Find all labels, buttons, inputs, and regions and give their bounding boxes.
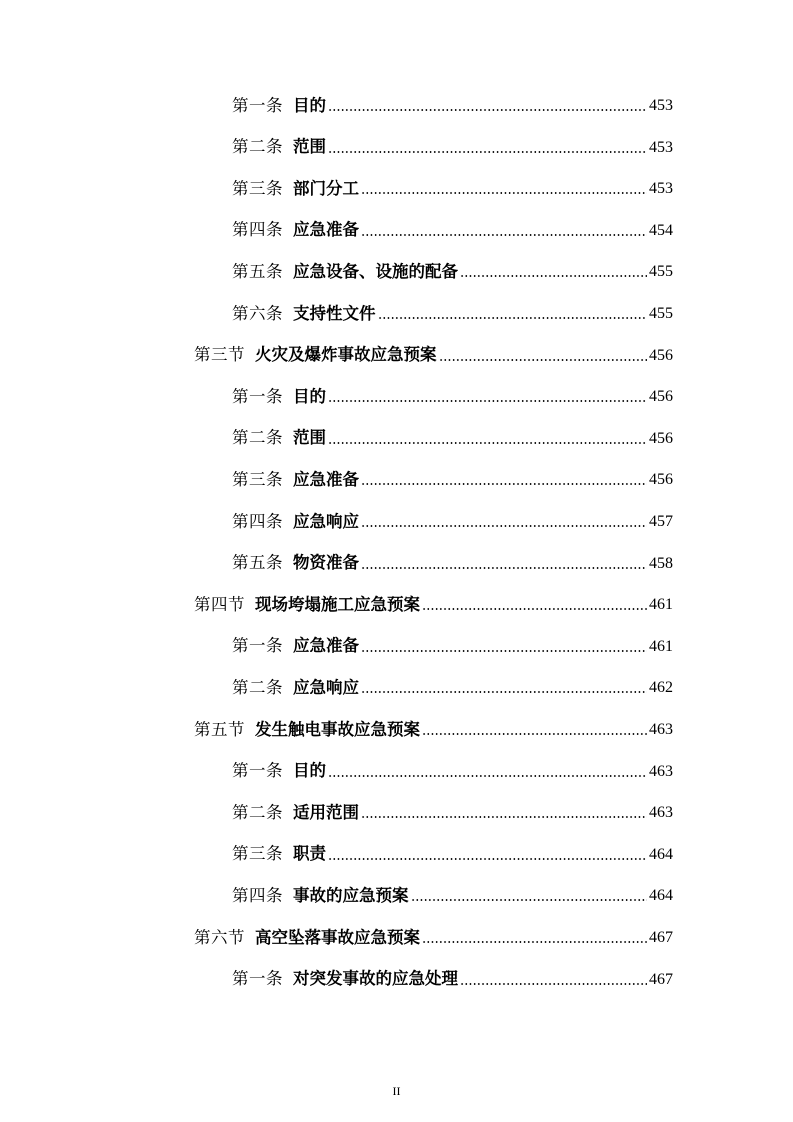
toc-entry-title: 高空坠落事故应急预案 bbox=[255, 927, 420, 947]
toc-entry-number: 第二条 bbox=[232, 677, 283, 697]
toc-dot-leader bbox=[328, 772, 647, 778]
toc-dot-leader bbox=[361, 480, 647, 486]
toc-article-entry[interactable] bbox=[232, 88, 673, 114]
toc-entry-title: 职责 bbox=[293, 844, 326, 864]
toc-entry-page-number: 456 bbox=[649, 429, 673, 447]
toc-entry-number: 第三条 bbox=[232, 178, 283, 198]
toc-entry-number: 第六条 bbox=[232, 303, 283, 323]
toc-entry-title: 支持性文件 bbox=[293, 303, 376, 323]
toc-article-entry[interactable] bbox=[232, 962, 673, 988]
toc-article-entry[interactable] bbox=[232, 795, 673, 821]
toc-dot-leader bbox=[460, 272, 647, 278]
toc-entry-number: 第一条 bbox=[232, 95, 283, 115]
toc-dot-leader bbox=[460, 980, 647, 986]
toc-entry-title: 适用范围 bbox=[293, 802, 359, 822]
toc-entry-title: 应急响应 bbox=[293, 677, 359, 697]
toc-dot-leader bbox=[361, 231, 647, 237]
toc-entry-title: 范围 bbox=[293, 428, 326, 448]
toc-dot-leader bbox=[422, 938, 647, 944]
toc-entry-page-number: 467 bbox=[649, 929, 673, 946]
toc-entry-title: 应急准备 bbox=[293, 636, 359, 656]
toc-article-entry[interactable] bbox=[232, 171, 673, 197]
toc-entry-number: 第四条 bbox=[232, 885, 283, 905]
toc-entry-number: 第一条 bbox=[232, 386, 283, 406]
toc-entry-page-number: 453 bbox=[649, 180, 673, 198]
toc-article-entry[interactable] bbox=[232, 504, 673, 530]
toc-entry-page-number: 454 bbox=[649, 221, 673, 239]
toc-dot-leader bbox=[361, 522, 647, 528]
toc-dot-leader bbox=[361, 647, 647, 653]
toc-entry-number: 第三节 bbox=[194, 345, 245, 365]
toc-article-entry[interactable] bbox=[232, 379, 673, 405]
toc-entry-page-number: 463 bbox=[649, 721, 673, 738]
toc-entry-page-number: 464 bbox=[649, 845, 673, 863]
toc-article-entry[interactable] bbox=[232, 296, 673, 322]
toc-dot-leader bbox=[411, 896, 648, 902]
toc-article-entry[interactable] bbox=[232, 629, 673, 655]
toc-entry-number: 第四条 bbox=[232, 511, 283, 531]
toc-article-entry[interactable] bbox=[232, 130, 673, 156]
toc-dot-leader bbox=[328, 855, 647, 861]
toc-entry-title: 应急准备 bbox=[293, 469, 359, 489]
toc-article-entry[interactable] bbox=[232, 837, 673, 863]
toc-entry-page-number: 461 bbox=[649, 596, 673, 614]
toc-entry-title: 对突发事故的应急处理 bbox=[293, 969, 458, 989]
toc-entry-page-number: 461 bbox=[649, 637, 673, 655]
toc-dot-leader bbox=[378, 314, 648, 320]
toc-entry-title: 事故的应急预案 bbox=[293, 885, 409, 905]
footer-page-number: II bbox=[392, 1084, 401, 1098]
toc-dot-leader bbox=[328, 106, 647, 112]
toc-article-entry[interactable] bbox=[232, 254, 673, 280]
toc-entry-number: 第五条 bbox=[232, 553, 283, 573]
toc-entry-number: 第四条 bbox=[232, 220, 283, 240]
toc-entry-page-number: 464 bbox=[649, 887, 673, 905]
toc-entry-page-number: 458 bbox=[649, 554, 673, 572]
toc-entry-title: 现场垮塌施工应急预案 bbox=[255, 594, 420, 614]
toc-entry-title: 目的 bbox=[293, 95, 326, 115]
toc-entry-page-number: 456 bbox=[649, 471, 673, 489]
toc-entry-page-number: 467 bbox=[649, 970, 673, 988]
toc-entry-title: 物资准备 bbox=[293, 553, 359, 573]
toc-entry-title: 应急准备 bbox=[293, 220, 359, 240]
toc-dot-leader bbox=[361, 564, 647, 570]
toc-dot-leader bbox=[361, 189, 647, 195]
toc-section-entry[interactable] bbox=[194, 587, 673, 613]
toc-entry-page-number: 463 bbox=[649, 762, 673, 780]
toc-entry-page-number: 456 bbox=[649, 388, 673, 406]
toc-article-entry[interactable] bbox=[232, 546, 673, 572]
toc-entry-page-number: 455 bbox=[649, 305, 673, 322]
toc-entry-page-number: 453 bbox=[649, 97, 673, 114]
toc-entry-number: 第六节 bbox=[194, 927, 245, 947]
toc-dot-leader bbox=[328, 148, 647, 154]
toc-section-entry[interactable] bbox=[194, 712, 673, 738]
toc-entry-page-number: 453 bbox=[649, 138, 673, 156]
toc-dot-leader bbox=[328, 439, 647, 445]
toc-article-entry[interactable] bbox=[232, 670, 673, 696]
toc-entry-page-number: 462 bbox=[649, 679, 673, 697]
toc-article-entry[interactable] bbox=[232, 213, 673, 239]
toc-dot-leader bbox=[361, 813, 647, 819]
toc-dot-leader bbox=[361, 688, 647, 694]
toc-entry-number: 第一条 bbox=[232, 969, 283, 989]
toc-entry-number: 第五节 bbox=[194, 719, 245, 739]
toc-entry-page-number: 457 bbox=[649, 513, 673, 530]
toc-entry-title: 部门分工 bbox=[293, 178, 359, 198]
toc-dot-leader bbox=[422, 730, 647, 736]
toc-entry-title: 应急响应 bbox=[293, 511, 359, 531]
toc-entry-page-number: 456 bbox=[649, 346, 673, 364]
toc-entry-page-number: 463 bbox=[649, 804, 673, 822]
toc-section-entry[interactable] bbox=[194, 338, 673, 364]
toc-dot-leader bbox=[328, 397, 647, 403]
toc-entry-number: 第三条 bbox=[232, 844, 283, 864]
toc-article-entry[interactable] bbox=[232, 462, 673, 488]
toc-article-entry[interactable] bbox=[232, 421, 673, 447]
toc-entry-title: 火灾及爆炸事故应急预案 bbox=[255, 345, 437, 365]
toc-entry-number: 第一条 bbox=[232, 761, 283, 781]
toc-entry-title: 应急设备、设施的配备 bbox=[293, 261, 458, 281]
toc-entry-page-number: 455 bbox=[649, 263, 673, 281]
toc-entry-number: 第二条 bbox=[232, 802, 283, 822]
toc-dot-leader bbox=[422, 605, 647, 611]
toc-entry-number: 第四节 bbox=[194, 594, 245, 614]
toc-article-entry[interactable] bbox=[232, 754, 673, 780]
toc-entry-title: 目的 bbox=[293, 761, 326, 781]
toc-entry-title: 目的 bbox=[293, 386, 326, 406]
toc-entry-number: 第二条 bbox=[232, 137, 283, 157]
toc-section-entry[interactable] bbox=[194, 920, 673, 946]
toc-article-entry[interactable] bbox=[232, 878, 673, 904]
toc-entry-number: 第一条 bbox=[232, 636, 283, 656]
toc-entry-title: 发生触电事故应急预案 bbox=[255, 719, 420, 739]
toc-entry-number: 第五条 bbox=[232, 261, 283, 281]
toc-entry-title: 范围 bbox=[293, 137, 326, 157]
toc-dot-leader bbox=[439, 356, 648, 362]
toc-entry-number: 第二条 bbox=[232, 428, 283, 448]
toc-entry-number: 第三条 bbox=[232, 469, 283, 489]
